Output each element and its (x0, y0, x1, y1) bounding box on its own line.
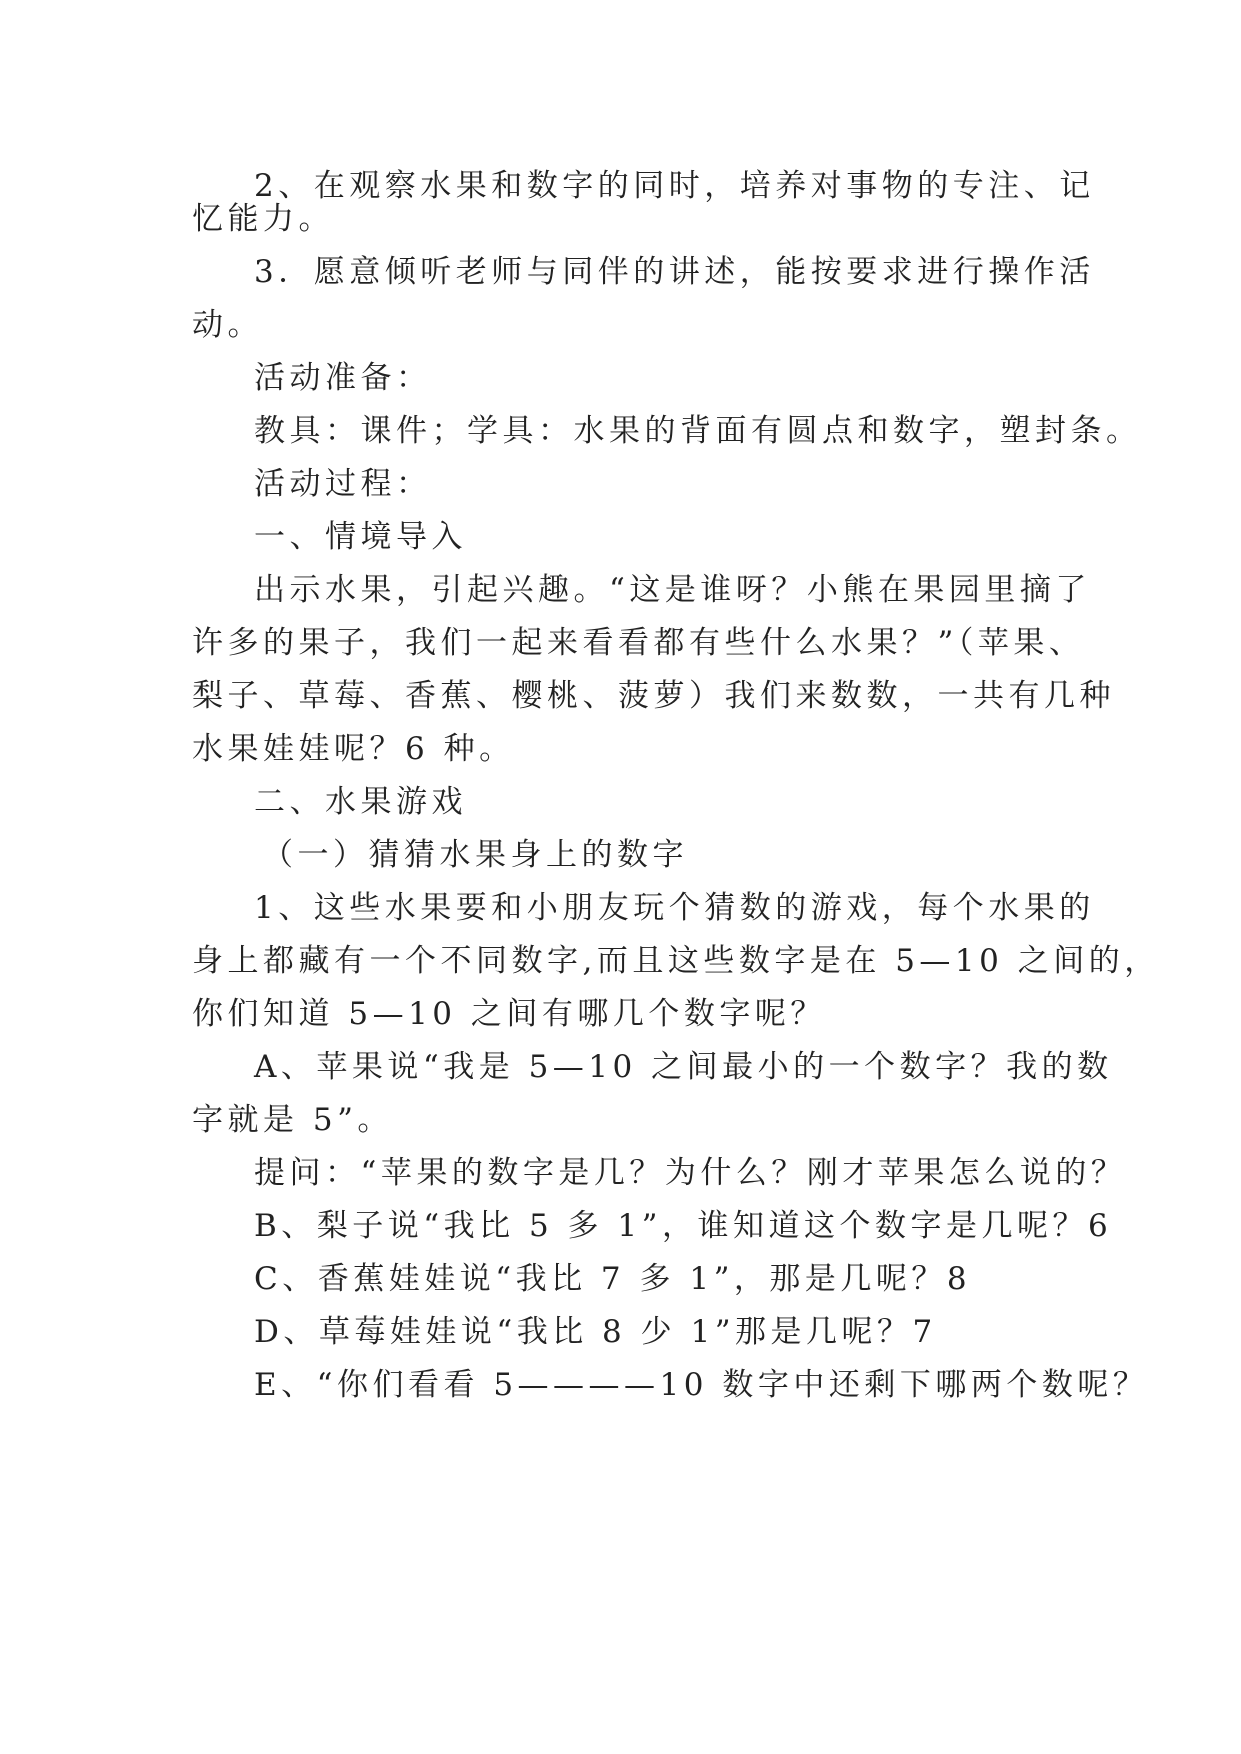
heading-section-2: 二、水果游戏 (254, 784, 467, 820)
paragraph-game-1-cont-2: 你们知道 5—10 之间有哪几个数字呢？ (192, 996, 826, 1032)
heading-process: 活动过程： (254, 466, 432, 502)
heading-subsection-1: （一）猜猜水果身上的数字 (262, 837, 688, 873)
paragraph-goal-2: 2、在观察水果和数字的同时，培养对事物的专注、记 (254, 168, 1095, 204)
paragraph-materials: 教具：课件；学具：水果的背面有圆点和数字，塑封条。 (254, 413, 1142, 449)
paragraph-intro-cont-3: 水果娃娃呢？6 种。 (192, 731, 515, 767)
paragraph-item-a: A、苹果说“我是 5—10 之间最小的一个数字？我的数 (254, 1049, 1113, 1085)
paragraph-intro-cont-1: 许多的果子，我们一起来看看都有些什么水果？”（苹果、 (192, 625, 1085, 661)
paragraph-game-1-cont-1: 身上都藏有一个不同数字,而且这些数字是在 5—10 之间的， (192, 943, 1160, 979)
paragraph-goal-3: 3．愿意倾听老师与同伴的讲述，能按要求进行操作活 (254, 254, 1095, 290)
paragraph-intro: 出示水果，引起兴趣。“这是谁呀？小熊在果园里摘了 (254, 572, 1091, 608)
paragraph-game-1: 1、这些水果要和小朋友玩个猜数的游戏，每个水果的 (254, 890, 1095, 926)
paragraph-item-a-cont: 字就是 5”。 (192, 1102, 393, 1138)
paragraph-item-e: E、“你们看看 5————10 数字中还剩下哪两个数呢？ (254, 1367, 1149, 1403)
paragraph-item-b: B、梨子说“我比 5 多 1”，谁知道这个数字是几呢？6 (254, 1208, 1113, 1244)
paragraph-goal-3-cont: 动。 (192, 307, 263, 343)
paragraph-item-d: D、草莓娃娃说“我比 8 少 1”那是几呢？7 (254, 1314, 937, 1350)
heading-section-1: 一、情境导入 (254, 519, 467, 555)
heading-preparation: 活动准备： (254, 360, 432, 396)
paragraph-goal-2-cont: 忆能力。 (192, 201, 334, 237)
paragraph-question: 提问：“苹果的数字是几？为什么？刚才苹果怎么说的？ (254, 1155, 1127, 1191)
paragraph-intro-cont-2: 梨子、草莓、香蕉、樱桃、菠萝）我们来数数，一共有几种 (192, 678, 1115, 714)
paragraph-item-c: C、香蕉娃娃说“我比 7 多 1”，那是几呢？8 (254, 1261, 972, 1297)
